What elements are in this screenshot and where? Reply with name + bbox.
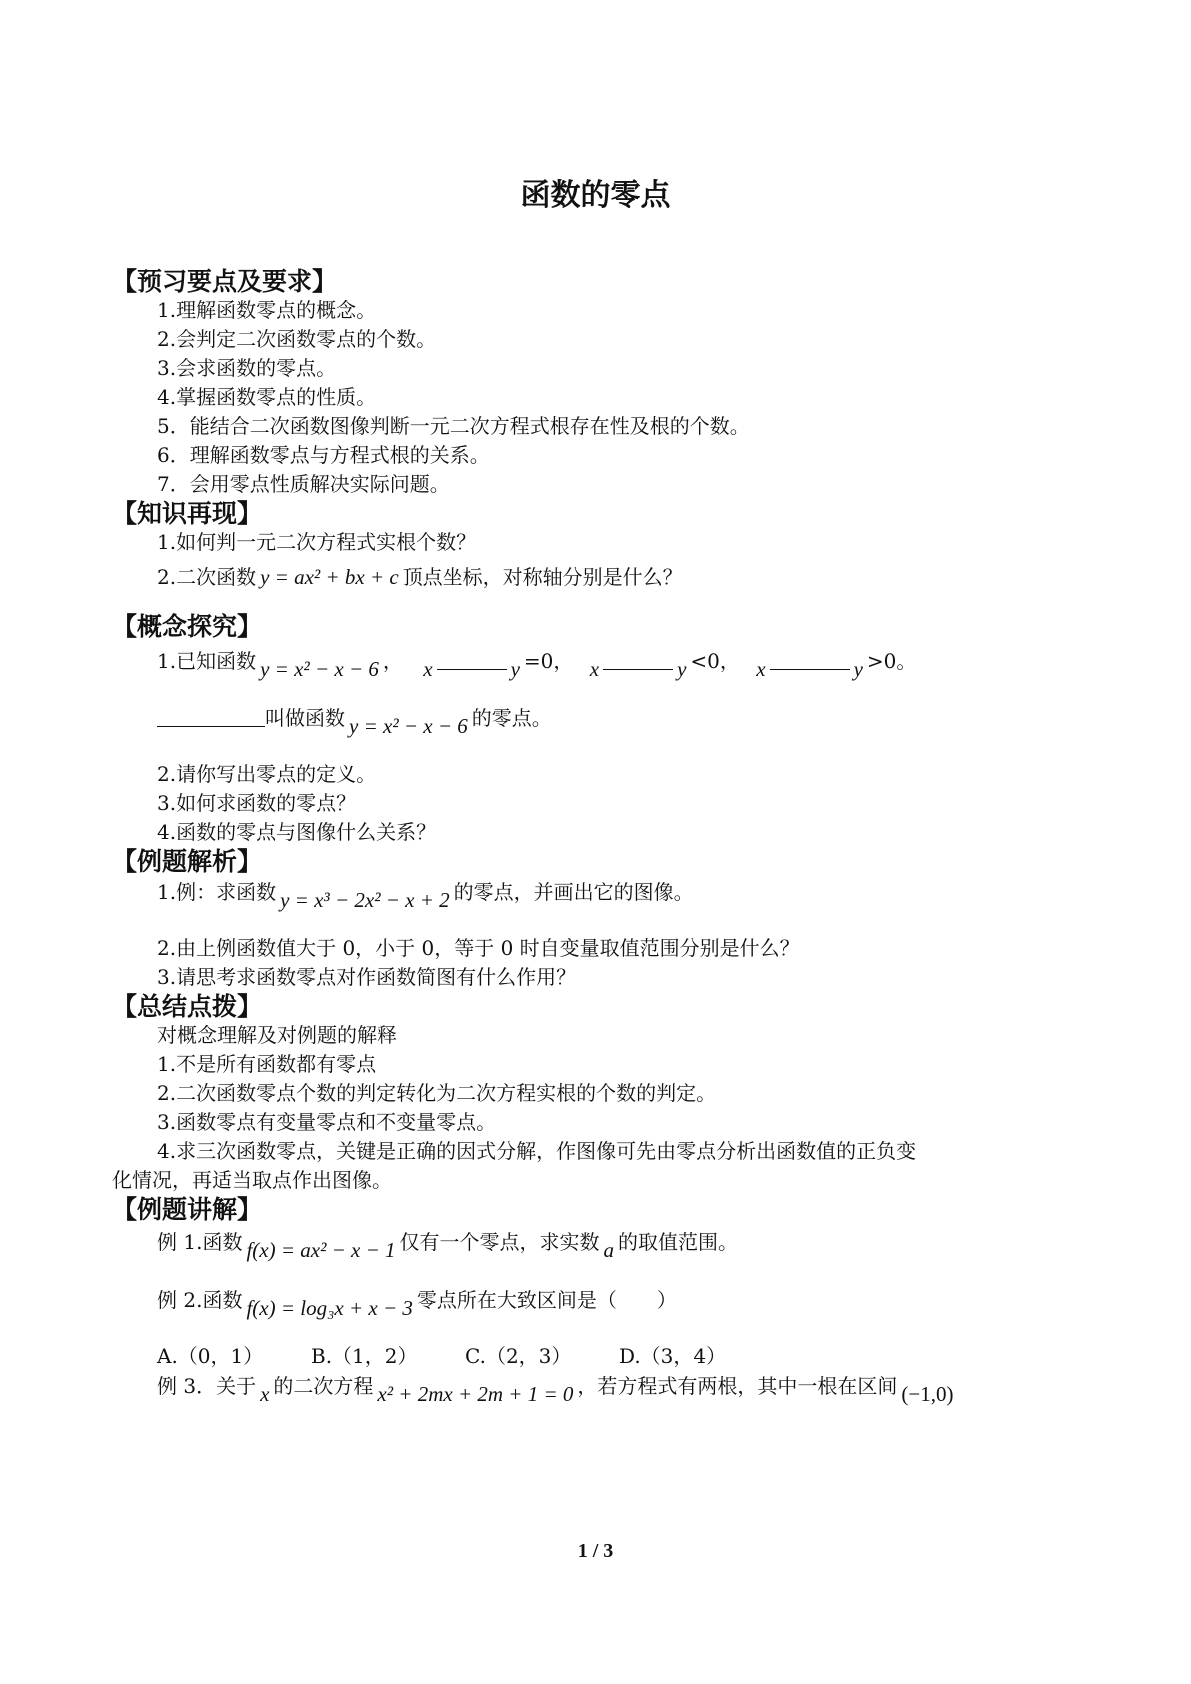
- concept-formula: y = x² − x − 6: [260, 657, 379, 681]
- section-heading-concept: 【概念探究】: [112, 612, 263, 641]
- summary-item: 2.二次函数零点个数的判定转化为二次方程实根的个数的判定。: [157, 1081, 717, 1105]
- section-heading-examples: 【例题讲解】: [112, 1195, 263, 1224]
- page-title: 函数的零点: [520, 178, 671, 213]
- example-2: [157, 1284, 677, 1320]
- example-3: [157, 1370, 957, 1406]
- option-c: C.（2，3）: [465, 1344, 572, 1368]
- quadratic-formula: y = ax² + bx + c: [260, 565, 399, 589]
- example-2-suffix: 零点所在大致区间是（ ）: [416, 1288, 677, 1312]
- concept-item: 2.请你写出零点的定义。: [157, 762, 377, 786]
- section-heading-analysis: 【例题解析】: [112, 847, 263, 876]
- example-3-middle: 的二次方程: [273, 1374, 374, 1398]
- preview-item: 5．能结合二次函数图像判断一元二次方程式根存在性及根的个数。: [157, 414, 750, 438]
- analysis-item-1-suffix: 的零点，并画出它的图像。: [453, 880, 694, 904]
- example-1-prefix: 例 1.函数: [157, 1230, 243, 1254]
- example-2-options: [157, 1340, 726, 1369]
- review-item-2-suffix: 顶点坐标，对称轴分别是什么？: [402, 565, 683, 589]
- eq-zero-text: =0，: [523, 649, 574, 673]
- analysis-item: 3.请思考求函数零点对作函数简图有什么作用？: [157, 965, 577, 989]
- section-heading-review: 【知识再现】: [112, 499, 263, 528]
- example-1-formula: f(x) = ax² − x − 1: [246, 1238, 396, 1262]
- concept-blank-end: 的零点。: [471, 706, 552, 730]
- preview-item: 7．会用零点性质解决实际问题。: [157, 472, 450, 496]
- review-item-2-prefix: 2.二次函数: [157, 565, 257, 589]
- y-variable: y: [677, 657, 687, 681]
- answer-blank: [770, 649, 850, 670]
- example-3-interval: (−1,0): [901, 1382, 954, 1406]
- review-item: 1.如何判一元二次方程式实根个数？: [157, 530, 477, 554]
- concept-item-1-prefix: 1.已知函数: [157, 649, 257, 673]
- summary-item: 4.求三次函数零点，关键是正确的因式分解，作图像可先由零点分析出函数值的正负变: [157, 1139, 917, 1163]
- preview-item: 3.会求函数的零点。: [157, 356, 337, 380]
- page-number: 1 / 3: [577, 1540, 614, 1562]
- lt-zero-text: <0，: [690, 649, 740, 673]
- example-3-suffix: ，若方程式有两根，其中一根在区间: [577, 1374, 898, 1398]
- preview-item: 1.理解函数零点的概念。: [157, 298, 377, 322]
- example-1-middle: 仅有一个零点，求实数: [399, 1230, 600, 1254]
- y-variable: y: [853, 657, 863, 681]
- option-a: A.（0，1）: [157, 1344, 264, 1368]
- summary-item-continued: 化情况，再适当取点作出图像。: [112, 1168, 392, 1192]
- review-item-2: [157, 561, 683, 590]
- y-variable: y: [510, 657, 520, 681]
- example-1: [157, 1226, 739, 1262]
- preview-item: 2.会判定二次函数零点的个数。: [157, 327, 437, 351]
- concept-item: 4.函数的零点与图像什么关系？: [157, 820, 437, 844]
- concept-blank-line: [157, 702, 552, 738]
- summary-item: 1.不是所有函数都有零点: [157, 1052, 377, 1076]
- x-variable: x: [423, 657, 433, 681]
- example-1-suffix: 的取值范围。: [618, 1230, 739, 1254]
- concept-blank-suffix: 叫做函数: [265, 706, 345, 730]
- summary-item: 3.函数零点有变量零点和不变量零点。: [157, 1110, 497, 1134]
- answer-blank: [157, 706, 265, 727]
- cubic-formula: y = x³ − 2x² − x + 2: [280, 888, 450, 912]
- example-3-prefix: 例 3．关于: [157, 1374, 257, 1398]
- gt-zero-text: >0。: [866, 649, 917, 673]
- analysis-item-1: [157, 876, 694, 912]
- example-3-variable: x: [260, 1382, 270, 1406]
- concept-item-1: 1.已知函数 y = x² − x − 6 ， x y =0， x y <0， x y >0。: [157, 649, 917, 681]
- option-d: D.（3，4）: [619, 1344, 727, 1368]
- preview-item: 6．理解函数零点与方程式根的关系。: [157, 443, 490, 467]
- x-variable: x: [589, 657, 600, 681]
- answer-blank: [603, 649, 673, 670]
- concept-item: 3.如何求函数的零点？: [157, 791, 357, 815]
- example-2-prefix: 例 2.函数: [157, 1288, 243, 1312]
- section-heading-summary: 【总结点拨】: [112, 992, 263, 1021]
- example-3-formula: x² + 2mx + 2m + 1 = 0: [377, 1382, 574, 1406]
- preview-item: 4.掌握函数零点的性质。: [157, 385, 377, 409]
- x-variable: x: [756, 657, 766, 681]
- analysis-item: 2.由上例函数值大于 0，小于 0，等于 0 时自变量取值范围分别是什么？: [157, 936, 800, 960]
- example-1-variable: a: [603, 1238, 615, 1262]
- section-heading-preview: 【预习要点及要求】: [112, 267, 338, 296]
- concept-blank-formula: y = x² − x − 6: [349, 714, 468, 738]
- option-b: B.（1，2）: [311, 1344, 418, 1368]
- summary-intro: 对概念理解及对例题的解释: [157, 1023, 397, 1047]
- answer-blank: [437, 649, 507, 670]
- analysis-item-1-prefix: 1.例：求函数: [157, 880, 277, 904]
- example-2-formula: f(x) = log₃x + x − 3: [246, 1296, 413, 1320]
